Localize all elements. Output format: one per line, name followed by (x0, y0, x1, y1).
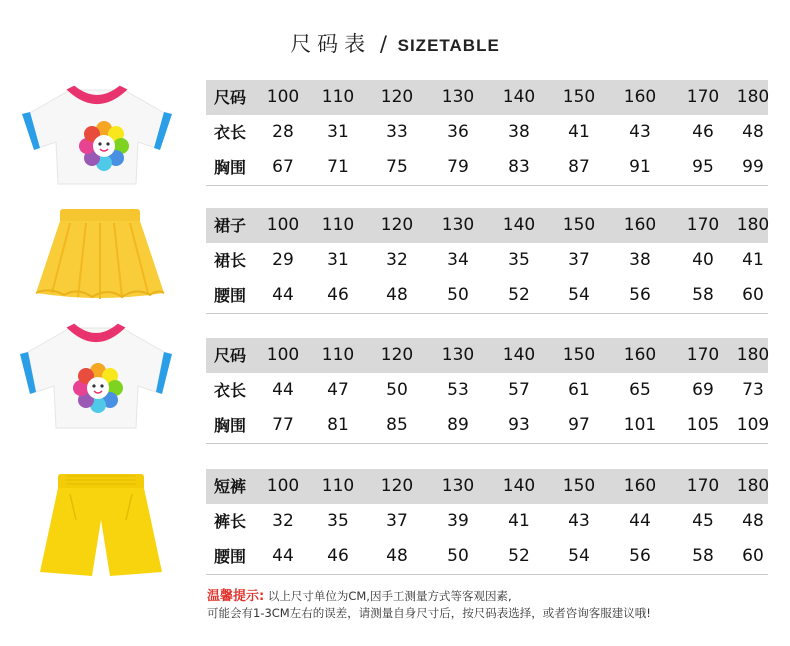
table-row (206, 208, 768, 243)
table-cell: 56 (629, 546, 651, 566)
title-en: SIZETABLE (397, 36, 500, 55)
table-cell: 44 (272, 546, 294, 566)
table-cell: 46 (692, 122, 714, 142)
table-cell: 89 (447, 415, 469, 435)
table-cell: 81 (327, 415, 349, 435)
table-row (206, 243, 768, 278)
table-cell: 36 (447, 122, 469, 142)
warm-tip-highlight: 温馨提示: (207, 589, 265, 604)
table-cell: 100 (266, 345, 300, 365)
table-cell: 160 (623, 476, 657, 496)
table-cell: 50 (386, 380, 408, 400)
table-cell: 150 (562, 476, 596, 496)
table-row (206, 338, 768, 373)
row-label: 腰围 (213, 286, 246, 305)
table-cell: 110 (321, 87, 355, 107)
table-cell: 52 (508, 285, 530, 305)
table-cell: 31 (327, 250, 349, 270)
table-cell: 97 (568, 415, 590, 435)
table-cell: 52 (508, 546, 530, 566)
table-cell: 130 (441, 87, 475, 107)
table-cell: 71 (327, 157, 349, 177)
size-table-tshirt-2 (206, 338, 768, 444)
table-cell: 58 (692, 285, 714, 305)
tshirt-blue-sleeves-image (16, 322, 176, 432)
table-cell: 180 (736, 345, 770, 365)
table-cell: 120 (380, 476, 414, 496)
size-table-skirt (206, 208, 768, 314)
table-cell: 140 (502, 215, 536, 235)
table-cell: 48 (742, 511, 764, 531)
table-cell: 110 (321, 215, 355, 235)
table-cell: 99 (742, 157, 764, 177)
table-cell: 37 (568, 250, 590, 270)
table-cell: 83 (508, 157, 530, 177)
table-cell: 170 (686, 345, 720, 365)
table-cell: 130 (441, 476, 475, 496)
table-cell: 29 (272, 250, 294, 270)
table-cell: 31 (327, 122, 349, 142)
table-cell: 93 (508, 415, 530, 435)
table-cell: 41 (508, 511, 530, 531)
table-cell: 46 (327, 285, 349, 305)
table-cell: 44 (272, 380, 294, 400)
table-cell: 77 (272, 415, 294, 435)
table-cell: 180 (736, 215, 770, 235)
table-cell: 100 (266, 476, 300, 496)
page-title (0, 28, 790, 58)
table-cell: 32 (272, 511, 294, 531)
table-cell: 39 (447, 511, 469, 531)
row-label: 尺码 (213, 88, 246, 107)
table-cell: 34 (447, 250, 469, 270)
table-cell: 160 (623, 87, 657, 107)
table-cell: 100 (266, 87, 300, 107)
warm-tip-text-1: 以上尺寸单位为CM,因手工测量方式等客观因素, (264, 589, 512, 603)
table-row (206, 278, 768, 314)
table-cell: 150 (562, 87, 596, 107)
table-cell: 35 (508, 250, 530, 270)
warm-tip-line-1 (207, 585, 512, 604)
size-table-shorts (206, 469, 768, 575)
row-label: 裙子 (213, 216, 246, 235)
table-cell: 140 (502, 87, 536, 107)
row-label: 胸围 (213, 416, 246, 435)
table-cell: 120 (380, 345, 414, 365)
table-cell: 130 (441, 345, 475, 365)
table-cell: 54 (568, 546, 590, 566)
table-cell: 48 (742, 122, 764, 142)
table-cell: 91 (629, 157, 651, 177)
table-cell: 60 (742, 546, 764, 566)
table-cell: 41 (742, 250, 764, 270)
table-cell: 60 (742, 285, 764, 305)
table-cell: 110 (321, 476, 355, 496)
row-label: 短裤 (213, 477, 246, 496)
table-row (206, 115, 768, 150)
table-cell: 79 (447, 157, 469, 177)
title-zh: 尺码表 (290, 32, 372, 56)
table-cell: 50 (447, 285, 469, 305)
table-cell: 37 (386, 511, 408, 531)
table-cell: 53 (447, 380, 469, 400)
table-cell: 73 (742, 380, 764, 400)
table-cell: 58 (692, 546, 714, 566)
table-cell: 65 (629, 380, 651, 400)
table-cell: 47 (327, 380, 349, 400)
table-cell: 140 (502, 476, 536, 496)
table-cell: 95 (692, 157, 714, 177)
row-label: 尺码 (213, 346, 246, 365)
table-cell: 170 (686, 87, 720, 107)
table-cell: 100 (266, 215, 300, 235)
warm-tip-text-2: 可能会有1-3CM左右的误差，请测量自身尺寸后，按尺码表选择，或者咨询客服建议哦! (207, 606, 651, 620)
yellow-tutu-skirt-image (30, 207, 170, 303)
table-cell: 150 (562, 215, 596, 235)
table-cell: 38 (508, 122, 530, 142)
row-label: 衣长 (213, 381, 246, 400)
table-cell: 54 (568, 285, 590, 305)
table-cell: 160 (623, 345, 657, 365)
table-cell: 41 (568, 122, 590, 142)
table-row (206, 408, 768, 444)
row-label: 胸围 (213, 158, 246, 177)
table-cell: 170 (686, 476, 720, 496)
table-cell: 43 (629, 122, 651, 142)
row-label: 裤长 (213, 512, 246, 531)
table-cell: 50 (447, 546, 469, 566)
table-cell: 45 (692, 511, 714, 531)
row-label: 衣长 (213, 123, 246, 142)
table-cell: 160 (623, 215, 657, 235)
table-cell: 170 (686, 215, 720, 235)
table-cell: 33 (386, 122, 408, 142)
table-cell: 32 (386, 250, 408, 270)
row-label: 裙长 (213, 251, 246, 270)
table-cell: 44 (272, 285, 294, 305)
table-cell: 28 (272, 122, 294, 142)
table-cell: 69 (692, 380, 714, 400)
table-cell: 46 (327, 546, 349, 566)
table-cell: 150 (562, 345, 596, 365)
row-label: 腰围 (213, 547, 246, 566)
table-row (206, 373, 768, 408)
table-cell: 38 (629, 250, 651, 270)
table-cell: 120 (380, 215, 414, 235)
table-row (206, 469, 768, 504)
table-cell: 130 (441, 215, 475, 235)
table-row (206, 80, 768, 115)
table-cell: 67 (272, 157, 294, 177)
table-cell: 180 (736, 87, 770, 107)
table-row (206, 504, 768, 539)
table-cell: 120 (380, 87, 414, 107)
table-cell: 140 (502, 345, 536, 365)
table-cell: 85 (386, 415, 408, 435)
table-row (206, 150, 768, 186)
table-cell: 180 (736, 476, 770, 496)
warm-tip-line-2 (207, 605, 651, 621)
table-cell: 57 (508, 380, 530, 400)
size-table-tshirt-1 (206, 80, 768, 186)
table-cell: 48 (386, 285, 408, 305)
tshirt-pink-collar-image (18, 84, 176, 188)
table-cell: 43 (568, 511, 590, 531)
table-cell: 44 (629, 511, 651, 531)
table-cell: 109 (736, 415, 770, 435)
table-row (206, 539, 768, 575)
table-cell: 87 (568, 157, 590, 177)
table-cell: 48 (386, 546, 408, 566)
table-cell: 75 (386, 157, 408, 177)
yellow-shorts-image (36, 472, 166, 582)
table-cell: 61 (568, 380, 590, 400)
table-cell: 35 (327, 511, 349, 531)
table-cell: 101 (623, 415, 657, 435)
table-cell: 40 (692, 250, 714, 270)
table-cell: 110 (321, 345, 355, 365)
table-cell: 105 (686, 415, 720, 435)
table-cell: 56 (629, 285, 651, 305)
title-separator: / (371, 32, 398, 56)
